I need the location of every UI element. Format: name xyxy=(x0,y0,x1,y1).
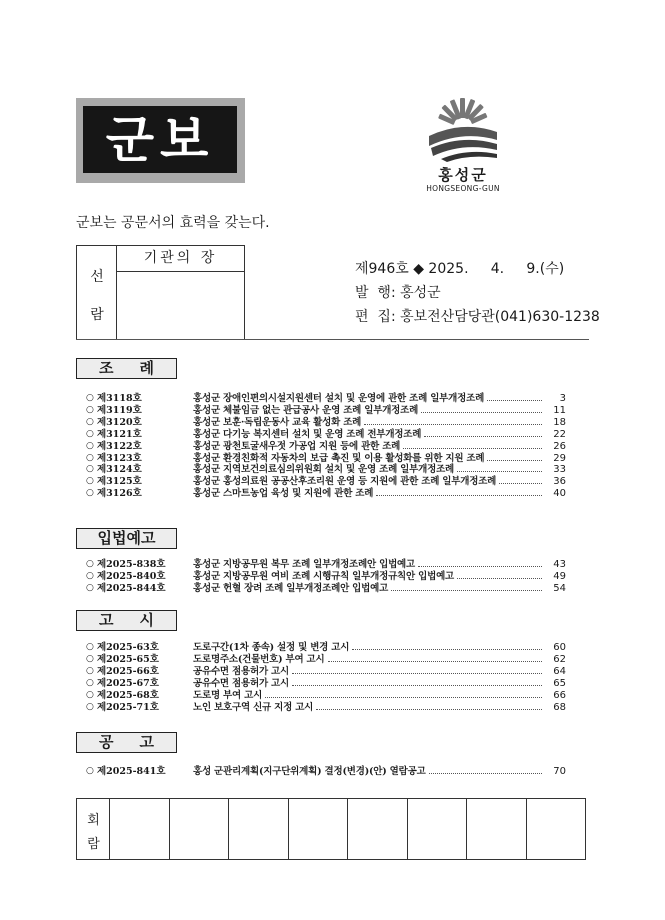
item-title: 홍성군 장애인편의시설지원센터 설치 및 운영에 관한 조례 일부개정조례 xyxy=(193,393,485,404)
index-header: 기관의 장 xyxy=(117,246,244,272)
item-number: 제3121호 xyxy=(97,428,142,440)
item-title: 홍성군 지방공무원 복무 조례 일부개정조례안 입법예고 xyxy=(193,559,416,570)
circle-bullet-icon: ○ xyxy=(86,404,94,415)
circle-bullet-icon: ○ xyxy=(86,642,94,652)
section-label-announcement: 공 고 xyxy=(76,732,177,753)
item-page: 68 xyxy=(553,701,566,713)
circulation-cell xyxy=(408,799,468,859)
item-title: 홍성군 헌혈 장려 조례 일부개정조례안 입법예고 xyxy=(193,583,389,595)
item-page: 70 xyxy=(553,766,566,777)
dot-leader xyxy=(429,773,542,774)
dot-leader xyxy=(487,460,542,461)
item-page: 26 xyxy=(553,440,566,452)
item-title: 공유수면 점용허가 고시 xyxy=(193,665,289,677)
logo-english-name: HONGSEONG-GUN xyxy=(426,184,500,193)
item-page: 36 xyxy=(553,476,566,488)
item-page: 65 xyxy=(553,677,566,689)
list-item xyxy=(86,570,566,583)
circle-bullet-icon: ○ xyxy=(86,701,94,712)
item-number: 제3119호 xyxy=(97,404,142,416)
circulation-label-char: 회 xyxy=(87,813,100,828)
circulation-cell xyxy=(467,799,527,859)
item-page: 29 xyxy=(553,452,566,464)
circle-bullet-icon: ○ xyxy=(86,488,94,499)
item-title: 홍성 군관리계획(지구단위계획) 결정(변경)(안) 열람공고 xyxy=(193,766,426,777)
circle-bullet-icon: ○ xyxy=(86,452,94,463)
issue-publisher: 발 행: 홍성군 xyxy=(355,285,441,301)
circle-bullet-icon: ○ xyxy=(86,416,94,427)
dot-leader xyxy=(292,685,542,686)
item-page: 33 xyxy=(553,464,566,476)
dot-leader xyxy=(292,673,542,674)
tagline: 군보는 공문서의 효력을 갖는다. xyxy=(76,215,270,231)
item-number: 제2025-844호 xyxy=(97,583,166,595)
index-label-column xyxy=(77,246,117,339)
dot-leader xyxy=(487,400,542,401)
item-title: 홍성군 다기능 복지센터 설치 및 운영 조례 전부개정조례 xyxy=(193,428,422,440)
masthead xyxy=(76,98,245,183)
circle-bullet-icon: ○ xyxy=(86,464,94,475)
item-title: 홍성군 광천토굴새우젓 가공업 지원 등에 관한 조례 xyxy=(193,440,401,452)
item-number: 제3120호 xyxy=(97,416,142,428)
dot-leader xyxy=(328,661,542,662)
dot-leader xyxy=(364,424,542,425)
section-label-public-notice: 고 시 xyxy=(76,610,177,631)
item-page: 18 xyxy=(553,416,566,428)
list-item xyxy=(86,558,566,571)
header-divider xyxy=(76,339,589,340)
section-label-legislative-notice: 입법예고 xyxy=(76,528,177,549)
circulation-cell xyxy=(527,799,587,859)
item-page: 66 xyxy=(553,689,566,701)
dot-leader xyxy=(352,649,542,650)
item-number: 제2025-66호 xyxy=(97,665,159,677)
circle-bullet-icon: ○ xyxy=(86,571,94,582)
item-number: 제2025-65호 xyxy=(97,653,159,665)
item-title: 홍성군 체불임금 없는 관급공사 운영 조례 일부개정조례 xyxy=(193,404,419,416)
circulation-cell xyxy=(348,799,408,859)
dot-leader xyxy=(418,566,542,567)
logo-name: 홍성군 xyxy=(438,166,488,184)
item-number: 제3123호 xyxy=(97,452,142,464)
item-title: 홍성군 지방공무원 여비 조례 시행규칙 일부개정규칙안 입법예고 xyxy=(193,571,455,583)
item-title: 도로명 부여 고시 xyxy=(193,689,263,701)
dot-leader xyxy=(421,412,542,413)
circle-bullet-icon: ○ xyxy=(86,665,94,676)
issue-number-date: 제946호 ◆ 2025. 4. 9.(수) xyxy=(355,261,565,277)
list-item xyxy=(86,765,566,778)
item-number: 제3125호 xyxy=(97,476,142,488)
dot-leader xyxy=(316,709,542,710)
circulation-label-char: 람 xyxy=(87,837,100,852)
item-page: 40 xyxy=(553,488,566,500)
item-title: 홍성군 환경친화적 자동차의 보급 촉진 및 이용 활성화를 위한 지원 조례 xyxy=(193,452,485,464)
masthead-title: 군보 xyxy=(105,110,215,169)
dot-leader xyxy=(457,471,542,472)
masthead-panel xyxy=(83,106,237,173)
circle-bullet-icon: ○ xyxy=(86,583,94,594)
circle-bullet-icon: ○ xyxy=(86,689,94,700)
circle-bullet-icon: ○ xyxy=(86,677,94,688)
item-number: 제2025-71호 xyxy=(97,701,159,713)
item-number: 제2025-68호 xyxy=(97,689,159,701)
list-item xyxy=(86,487,566,500)
item-title: 홍성군 보훈·독립운동사 교육 활성화 조례 xyxy=(193,416,362,428)
item-number: 제3126호 xyxy=(97,488,142,500)
item-page: 62 xyxy=(553,653,566,665)
circle-bullet-icon: ○ xyxy=(86,440,94,451)
circle-bullet-icon: ○ xyxy=(86,653,94,664)
section-label-ordinance: 조 례 xyxy=(76,358,177,379)
index-label-char: 람 xyxy=(90,307,104,323)
item-title: 홍성군 지역보건의료심의위원회 설치 및 운영 조례 일부개정조례 xyxy=(193,464,455,476)
circle-bullet-icon: ○ xyxy=(86,476,94,487)
dot-leader xyxy=(457,578,542,579)
item-title: 공유수면 점용허가 고시 xyxy=(193,677,289,689)
circulation-cell xyxy=(289,799,349,859)
list-item xyxy=(86,582,566,595)
circulation-cell xyxy=(170,799,230,859)
hongseong-logo-icon xyxy=(427,96,499,162)
item-page: 64 xyxy=(553,665,566,677)
list-item xyxy=(86,701,566,714)
item-number: 제3118호 xyxy=(97,393,142,404)
dot-leader xyxy=(403,448,542,449)
item-title: 도로구간(1차 종속) 설정 및 변경 고시 xyxy=(193,642,350,653)
circle-bullet-icon: ○ xyxy=(86,393,94,403)
item-page: 43 xyxy=(553,559,566,570)
item-page: 49 xyxy=(553,571,566,583)
item-number: 제3122호 xyxy=(97,440,142,452)
dot-leader xyxy=(391,590,542,591)
item-title: 도로명주소(건물번호) 부여 고시 xyxy=(193,653,325,665)
item-title: 홍성군 스마트농업 육성 및 지원에 관한 조례 xyxy=(193,488,374,500)
circulation-cell xyxy=(229,799,289,859)
item-title: 홍성군 홍성의료원 공공산후조리원 운영 등 지원에 관한 조례 일부개정조례 xyxy=(193,476,497,488)
issue-editor: 편 집: 홍보전산담당관(041)630-1238 xyxy=(355,309,600,325)
item-page: 22 xyxy=(553,428,566,440)
item-number: 제2025-838호 xyxy=(97,559,166,570)
item-number: 제2025-67호 xyxy=(97,677,159,689)
dot-leader xyxy=(376,495,542,496)
item-page: 3 xyxy=(559,393,566,404)
index-label-char: 선 xyxy=(90,269,104,285)
circulation-cell xyxy=(110,799,170,859)
circulation-label xyxy=(77,799,110,859)
item-page: 54 xyxy=(553,583,566,595)
dot-leader xyxy=(499,483,542,484)
circulation-table xyxy=(76,798,586,860)
item-title: 노인 보호구역 신규 지정 고시 xyxy=(193,701,314,713)
circle-bullet-icon: ○ xyxy=(86,428,94,439)
item-page: 11 xyxy=(553,404,566,416)
index-box xyxy=(76,245,245,340)
circle-bullet-icon: ○ xyxy=(86,559,94,569)
dot-leader xyxy=(265,697,542,698)
item-page: 60 xyxy=(553,642,566,653)
item-number: 제3124호 xyxy=(97,464,142,476)
item-number: 제2025-63호 xyxy=(97,642,159,653)
item-number: 제2025-841호 xyxy=(97,766,166,777)
circle-bullet-icon: ○ xyxy=(86,766,94,776)
dot-leader xyxy=(424,436,542,437)
item-number: 제2025-840호 xyxy=(97,571,166,583)
